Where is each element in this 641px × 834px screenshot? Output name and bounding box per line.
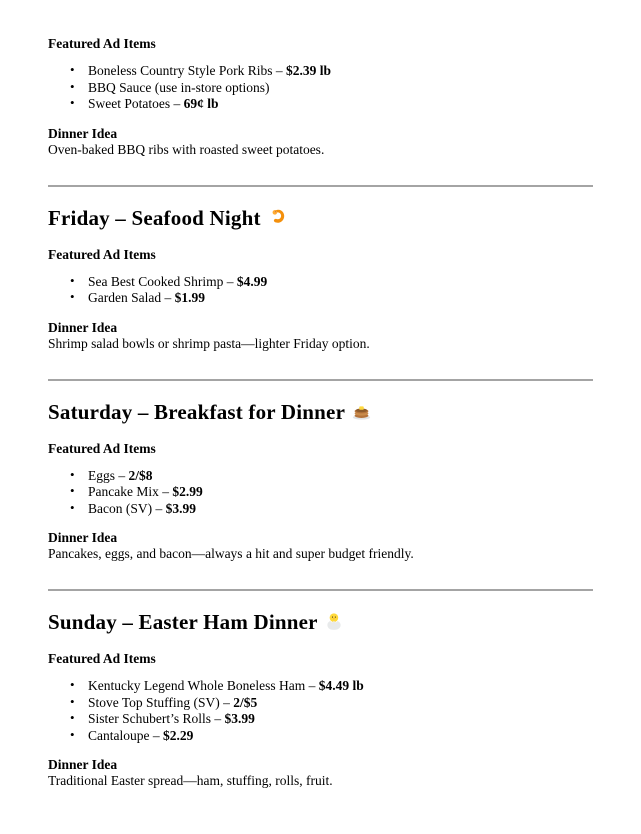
item-price: $2.39 lb	[286, 63, 332, 78]
dinner-idea-label: Dinner Idea	[48, 125, 118, 141]
section-divider	[48, 589, 593, 591]
item-name: Pancake Mix –	[88, 484, 173, 499]
day-heading-text: Friday – Seafood Night	[48, 205, 261, 230]
dinner-idea-label: Dinner Idea	[48, 530, 118, 545]
list-item	[48, 80, 593, 97]
item-price: $4.49 lb	[318, 678, 364, 693]
item-price: $2.99	[172, 484, 203, 499]
item-price: $1.99	[174, 290, 205, 305]
menu-section-continued	[48, 37, 593, 158]
dinner-idea-text: Traditional Easter spread—ham, stuffing, rolls, fruit.	[48, 773, 333, 788]
list-item	[48, 711, 593, 728]
pancakes-icon	[352, 402, 371, 421]
menu-section-sunday	[48, 589, 593, 789]
featured-items-list	[48, 678, 593, 744]
item-name: Kentucky Legend Whole Boneless Ham –	[88, 678, 319, 693]
dinner-idea-text: Oven-baked BBQ ribs with roasted sweet potatoes.	[48, 141, 325, 157]
item-name: Sea Best Cooked Shrimp –	[88, 273, 237, 289]
list-item	[48, 468, 593, 485]
shrimp-icon	[268, 208, 287, 227]
day-heading	[48, 207, 593, 229]
dinner-idea-label: Dinner Idea	[48, 319, 118, 335]
item-price: $3.99	[224, 711, 255, 726]
bullet-icon: •	[70, 62, 75, 77]
item-price: $2.29	[162, 727, 194, 743]
day-heading-text: Sunday – Easter Ham Dinner	[48, 610, 318, 634]
item-price: 2/$8	[128, 467, 153, 483]
dinner-idea-label: Dinner Idea	[48, 757, 118, 772]
menu-section-friday	[48, 185, 593, 352]
list-item	[48, 501, 593, 518]
list-item	[48, 96, 593, 113]
item-name: Bacon (SV) –	[88, 500, 166, 516]
item-name: Boneless Country Style Pork Ribs –	[88, 63, 287, 78]
section-divider	[48, 185, 593, 187]
bullet-icon: •	[70, 726, 75, 742]
item-name: Cantaloupe –	[88, 727, 163, 743]
item-price: $3.99	[165, 500, 196, 516]
featured-items-list	[48, 274, 593, 307]
item-name: Sweet Potatoes –	[88, 96, 184, 111]
list-item	[48, 678, 593, 695]
day-heading	[48, 611, 593, 633]
bullet-icon: •	[70, 710, 75, 725]
bullet-icon: •	[70, 677, 75, 692]
list-item	[48, 63, 593, 80]
bullet-icon: •	[70, 289, 75, 304]
featured-ad-items-label: Featured Ad Items	[48, 246, 156, 262]
featured-items-list	[48, 63, 593, 113]
list-item	[48, 290, 593, 307]
featured-items-list	[48, 468, 593, 518]
hatching-chick-icon	[325, 612, 344, 631]
section-divider	[48, 379, 593, 381]
bullet-icon: •	[70, 95, 75, 110]
list-item	[48, 695, 593, 712]
list-item	[48, 484, 593, 501]
bullet-icon: •	[70, 693, 75, 709]
item-name: BBQ Sauce (use in-store options)	[88, 79, 270, 95]
featured-ad-items-label: Featured Ad Items	[48, 440, 156, 456]
item-price: 2/$5	[233, 694, 258, 710]
item-name: Garden Salad –	[88, 290, 175, 305]
bullet-icon: •	[70, 272, 75, 288]
list-item	[48, 274, 593, 291]
featured-ad-items-label: Featured Ad Items	[48, 651, 156, 666]
bullet-icon: •	[70, 499, 75, 515]
item-name: Sister Schubert’s Rolls –	[88, 711, 225, 726]
item-price: 69¢ lb	[183, 96, 219, 111]
item-price: $4.99	[236, 273, 268, 289]
featured-ad-items-label: Featured Ad Items	[48, 36, 156, 51]
item-name: Eggs –	[88, 467, 129, 483]
dinner-idea-text: Shrimp salad bowls or shrimp pasta—lighter Friday option.	[48, 335, 370, 351]
menu-section-saturday	[48, 379, 593, 563]
list-item	[48, 728, 593, 745]
item-name: Stove Top Stuffing (SV) –	[88, 694, 234, 710]
bullet-icon: •	[70, 483, 75, 498]
day-heading	[48, 401, 593, 423]
bullet-icon: •	[70, 78, 75, 94]
dinner-idea-text: Pancakes, eggs, and bacon—always a hit and super budget friendly.	[48, 546, 414, 561]
bullet-icon: •	[70, 466, 75, 482]
day-heading-text: Saturday – Breakfast for Dinner	[48, 399, 346, 424]
